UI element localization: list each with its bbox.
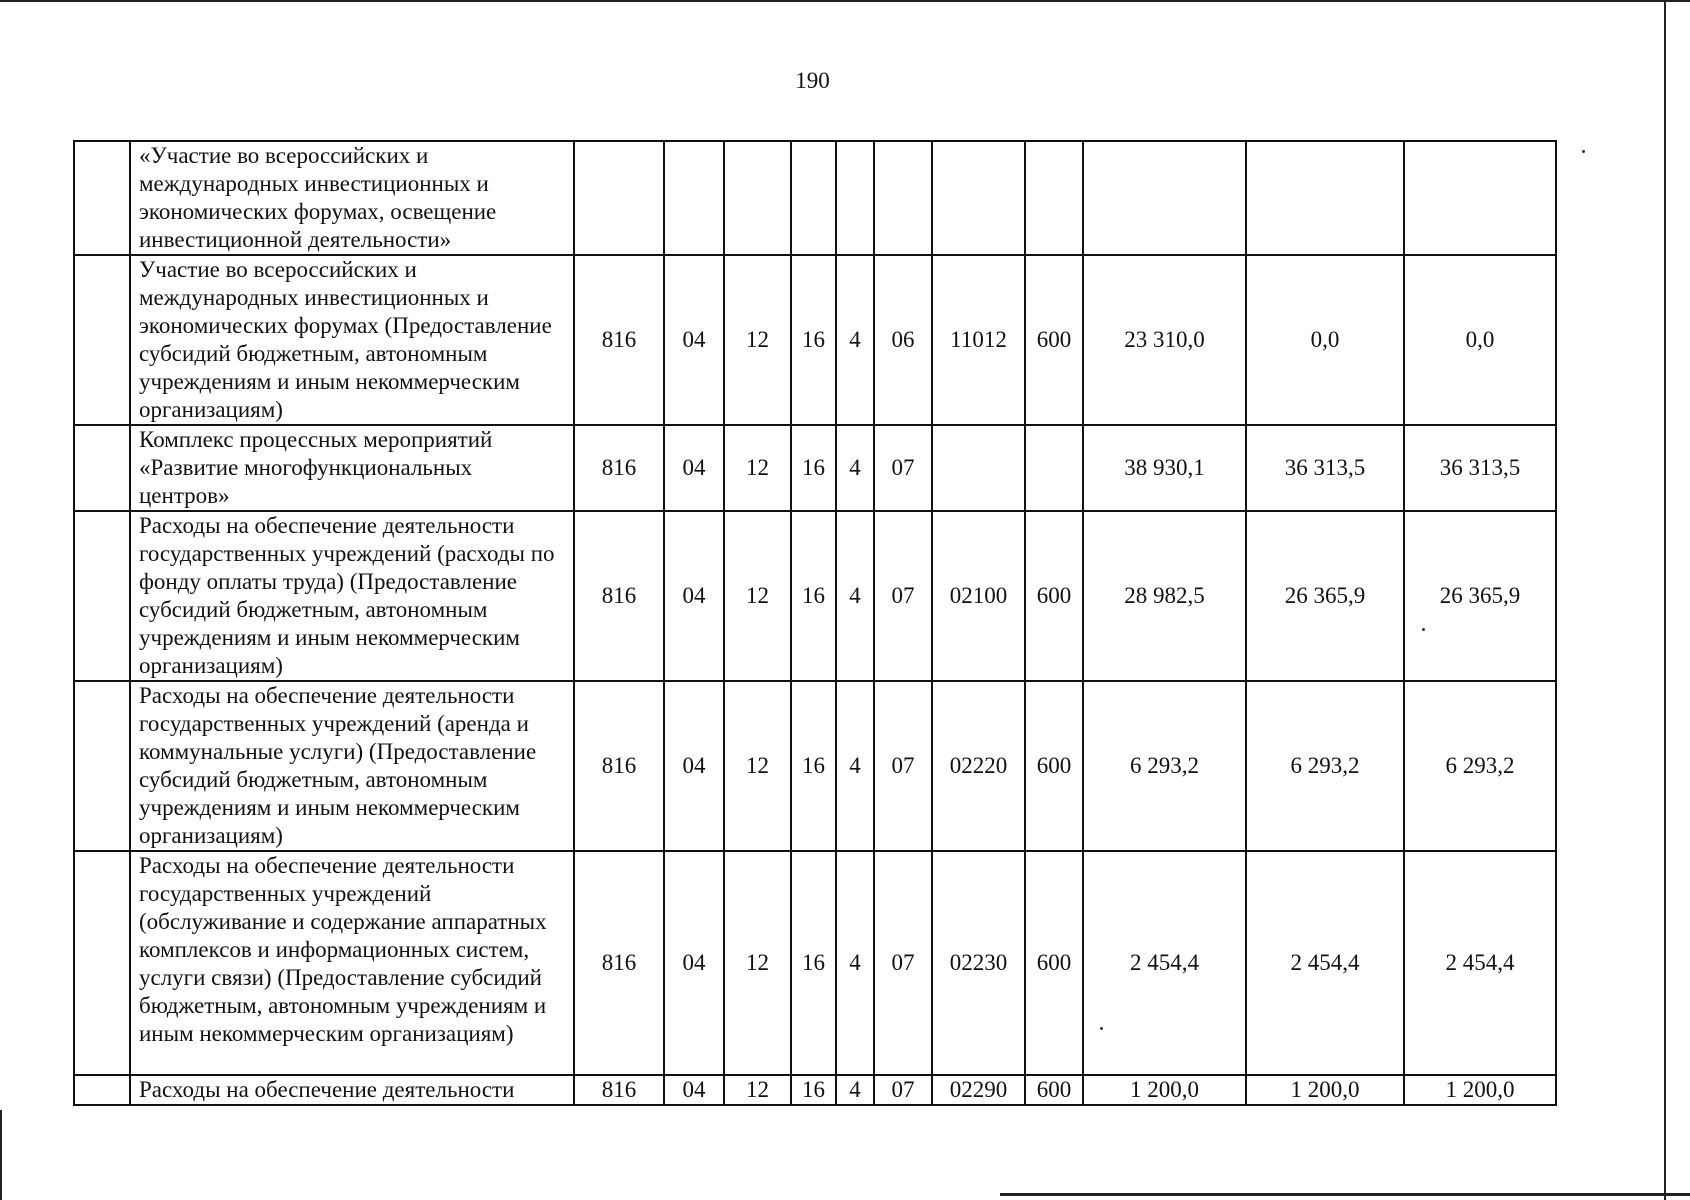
program-code-cell <box>791 141 836 255</box>
amount-year2-cell: 0,0 <box>1246 255 1404 425</box>
activity-code-cell: 07 <box>874 511 932 681</box>
subprogram-code-cell <box>836 141 874 255</box>
direction-code-cell: 11012 <box>932 255 1025 425</box>
activity-code-cell: 07 <box>874 851 932 1075</box>
amount-year2-cell: 2 454,4 <box>1246 851 1404 1075</box>
section-code-cell: 04 <box>664 511 724 681</box>
activity-code-cell: 07 <box>874 681 932 851</box>
amount-year2-cell <box>1246 141 1404 255</box>
page-number: 190 <box>795 68 830 93</box>
row-index-cell <box>74 851 130 1075</box>
amount-year2-cell: 1 200,0 <box>1246 1075 1404 1105</box>
scan-edge-top <box>0 0 1690 2</box>
ministry-code-cell: 816 <box>574 851 664 1075</box>
amount-year2-cell: 36 313,5 <box>1246 425 1404 511</box>
ministry-code-cell: 816 <box>574 511 664 681</box>
table-row <box>74 681 1556 851</box>
section-code-cell: 04 <box>664 1075 724 1105</box>
amount-year1-cell: 2 454,4 <box>1083 851 1246 1075</box>
subsection-code-cell: 12 <box>724 1075 791 1105</box>
ministry-code-cell: 816 <box>574 425 664 511</box>
item-name-cell: Расходы на обеспечение деятельности <box>130 1075 574 1105</box>
expense-type-cell: 600 <box>1025 1075 1083 1105</box>
row-index-cell <box>74 255 130 425</box>
amount-year1-cell: 38 930,1 <box>1083 425 1246 511</box>
amount-year1-cell: 6 293,2 <box>1083 681 1246 851</box>
scan-edge-bottom <box>1000 1193 1690 1196</box>
item-name-cell: Расходы на обеспечение деятельности государственных учреждений (аренда и коммунальные услуги) (Предоставление субсидий бюджетным, автономным учреждениям и иным некоммерческим организациям) <box>130 681 574 851</box>
amount-year2-cell: 26 365,9 <box>1246 511 1404 681</box>
direction-code-cell: 02230 <box>932 851 1025 1075</box>
amount-year3-cell: 1 200,0 <box>1404 1075 1556 1105</box>
activity-code-cell: 07 <box>874 425 932 511</box>
amount-year3-cell: 36 313,5 <box>1404 425 1556 511</box>
subprogram-code-cell: 4 <box>836 255 874 425</box>
direction-code-cell: 02100 <box>932 511 1025 681</box>
expense-type-cell <box>1025 425 1083 511</box>
amount-year1-cell: 1 200,0 <box>1083 1075 1246 1105</box>
amount-year3-cell: 6 293,2 <box>1404 681 1556 851</box>
amount-year1-cell <box>1083 141 1246 255</box>
item-name-cell: «Участие во всероссийских и международных инвестиционных и экономических форумах, освещение инвестиционной деятельности» <box>130 141 574 255</box>
table-row <box>74 511 1556 681</box>
table-row <box>74 141 1556 255</box>
expense-type-cell: 600 <box>1025 681 1083 851</box>
direction-code-cell: 02290 <box>932 1075 1025 1105</box>
expense-type-cell: 600 <box>1025 851 1083 1075</box>
expense-type-cell: 600 <box>1025 255 1083 425</box>
scan-edge-right <box>1664 0 1666 1200</box>
ministry-code-cell: 816 <box>574 1075 664 1105</box>
section-code-cell: 04 <box>664 425 724 511</box>
row-index-cell <box>74 681 130 851</box>
subsection-code-cell: 12 <box>724 425 791 511</box>
scan-edge-left <box>0 1110 2 1200</box>
subprogram-code-cell: 4 <box>836 681 874 851</box>
section-code-cell: 04 <box>664 255 724 425</box>
program-code-cell: 16 <box>791 1075 836 1105</box>
row-index-cell <box>74 141 130 255</box>
subprogram-code-cell: 4 <box>836 511 874 681</box>
item-name-cell: Расходы на обеспечение деятельности государственных учреждений (расходы по фонду оплаты труда) (Предоставление субсидий бюджетным, автономным учреждениям и иным некоммерческим организациям) <box>130 511 574 681</box>
subsection-code-cell: 12 <box>724 851 791 1075</box>
amount-year3-cell <box>1404 141 1556 255</box>
activity-code-cell: 07 <box>874 1075 932 1105</box>
expense-type-cell <box>1025 141 1083 255</box>
ministry-code-cell <box>574 141 664 255</box>
row-index-cell <box>74 511 130 681</box>
activity-code-cell <box>874 141 932 255</box>
activity-code-cell: 06 <box>874 255 932 425</box>
table-row <box>74 425 1556 511</box>
table-row <box>74 1075 1556 1105</box>
section-code-cell <box>664 141 724 255</box>
subprogram-code-cell: 4 <box>836 425 874 511</box>
item-name-cell: Расходы на обеспечение деятельности государственных учреждений (обслуживание и содержание аппаратных комплексов и информационных систем, услуги связи) (Предоставление субсидий бюджетным, автономным учреждениям и иным некоммерческим организациям) <box>130 851 574 1075</box>
subprogram-code-cell: 4 <box>836 1075 874 1105</box>
ministry-code-cell: 816 <box>574 255 664 425</box>
subsection-code-cell: 12 <box>724 681 791 851</box>
amount-year1-cell: 28 982,5 <box>1083 511 1246 681</box>
subprogram-code-cell: 4 <box>836 851 874 1075</box>
row-index-cell <box>74 425 130 511</box>
section-code-cell: 04 <box>664 851 724 1075</box>
budget-table <box>73 140 1557 1106</box>
program-code-cell: 16 <box>791 511 836 681</box>
subsection-code-cell: 12 <box>724 511 791 681</box>
amount-year2-cell: 6 293,2 <box>1246 681 1404 851</box>
row-index-cell <box>74 1075 130 1105</box>
table-row <box>74 255 1556 425</box>
ministry-code-cell: 816 <box>574 681 664 851</box>
subsection-code-cell <box>724 141 791 255</box>
amount-year3-cell: 2 454,4 <box>1404 851 1556 1075</box>
scan-speck <box>1582 150 1585 153</box>
item-name-cell: Участие во всероссийских и международных инвестиционных и экономических форумах (Предоставление субсидий бюджетным, автономным учреждениям и иным некоммерческим организациям) <box>130 255 574 425</box>
program-code-cell: 16 <box>791 681 836 851</box>
amount-year3-cell: 26 365,9 <box>1404 511 1556 681</box>
program-code-cell: 16 <box>791 425 836 511</box>
direction-code-cell <box>932 141 1025 255</box>
subsection-code-cell: 12 <box>724 255 791 425</box>
table-row <box>74 851 1556 1075</box>
amount-year3-cell: 0,0 <box>1404 255 1556 425</box>
direction-code-cell: 02220 <box>932 681 1025 851</box>
direction-code-cell <box>932 425 1025 511</box>
item-name-cell: Комплекс процессных мероприятий «Развитие многофункциональных центров» <box>130 425 574 511</box>
program-code-cell: 16 <box>791 255 836 425</box>
expense-type-cell: 600 <box>1025 511 1083 681</box>
program-code-cell: 16 <box>791 851 836 1075</box>
amount-year1-cell: 23 310,0 <box>1083 255 1246 425</box>
section-code-cell: 04 <box>664 681 724 851</box>
